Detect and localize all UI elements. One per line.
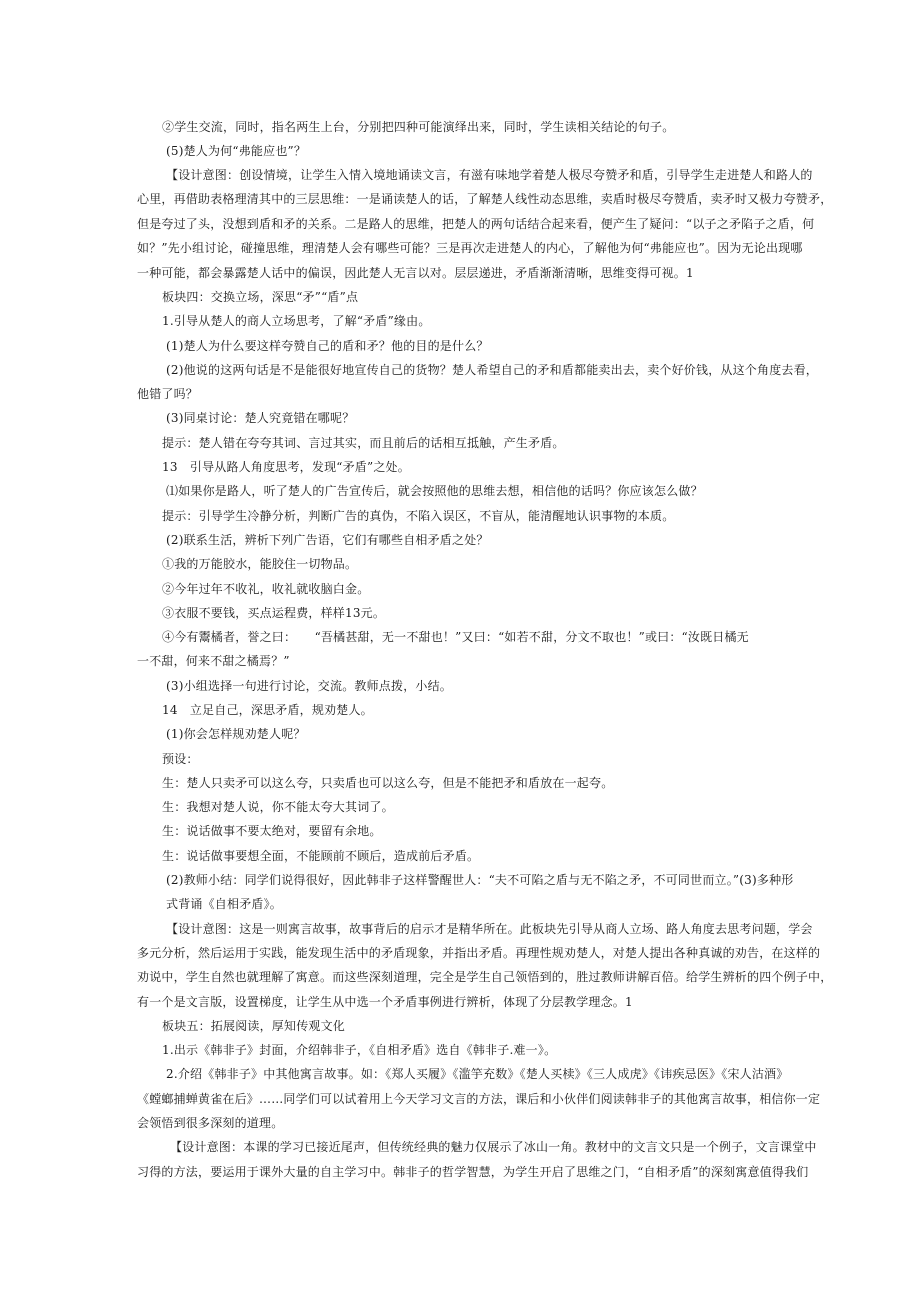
text-line: (3)小组选择一句进行讨论，交流。教师点拨，小结。 — [166, 679, 452, 693]
text-line: (5)楚人为何“弗能应也”？ — [166, 144, 307, 158]
text-line: 心里，再借助表格理清其中的三层思维：一是诵读楚人的话，了解楚人线性动态思维，卖盾时极尽夸赞盾，卖矛时又极力夸赞矛， — [137, 192, 833, 206]
section-heading: 板块五：拓展阅读，厚知传观文化 — [162, 1019, 346, 1033]
text-line: (1)你会怎样规劝楚人呢？ — [166, 727, 306, 741]
text-line: 生：我想对楚人说，你不能太夸大其词了。 — [162, 800, 394, 814]
text-line: 生：楚人只卖矛可以这么夸，只卖盾也可以这么夸，但是不能把矛和盾放在一起夸。 — [162, 776, 614, 790]
text-line: 有一个是文言版，设置梯度，让学生从中选一个矛盾事例进行辨析，体现了分层教学理念。1 — [137, 995, 633, 1009]
list-item: ③衣服不要钱，买点运程费，样样13元。 — [162, 606, 386, 620]
text-line: ②学生交流，同时，指名两生上台，分别把四种可能演绎出来，同时，学生读相关结论的句子。 — [162, 120, 675, 134]
list-item: ④今有鬻橘者，誉之曰： “吾橘甚甜，无一不甜也！”又曰：“如若不甜，分文不取也！”或曰：“汝既日橘无 — [162, 630, 749, 644]
text-line: (2)他说的这两句话是不是能很好地宣传自己的货物？楚人希望自己的矛和盾都能卖出去，卖个好价钱，从这个角度去看， — [166, 363, 819, 377]
text-line: 提示：楚人错在夸夸其词、言过其实，而且前后的话相互抵触，产生矛盾。 — [162, 436, 565, 450]
text-line: 生：说话做事要想全面，不能顾前不顾后，造成前后矛盾。 — [162, 849, 480, 863]
text-line: 提示：引导学生冷静分析，判断广告的真伪，不陷入误区，不盲从，能清醒地认识事物的本质。 — [162, 509, 675, 523]
text-line: 【设计意图：本课的学习已接近尾声，但传统经典的魅力仅展示了冰山一角。教材中的文言文只是一个例子，文言课堂中 — [170, 1140, 817, 1154]
text-line: 劝说中，学生自然也就理解了寓意。而这些深刻道理，完全是学生自己领悟到的，胜过教师讲解百倍。给学生辨析的四个例子中， — [137, 970, 833, 984]
text-line: 【设计意图：这是一则寓言故事，故事背后的启示才是精华所在。此板块先引导从商人立场、路人角度去思考问题，学会 — [166, 922, 813, 936]
text-line: 一种可能，都会暴露楚人话中的偏误，因此楚人无言以对。层层递进，矛盾渐渐清晰，思维变得可视。1 — [137, 266, 694, 280]
text-line: (2)教师小结：同学们说得很好，因此韩非子这样警醒世人：“夫不可陷之盾与无不陷之矛，不可同世而立。”(3)多种形 — [166, 873, 794, 887]
text-line: (2)联系生活，辨析下列广告语，它们有哪些自相矛盾之处？ — [166, 533, 489, 547]
text-line: 式背诵《自相矛盾》。 — [166, 897, 283, 911]
text-line: 但是夸过了头，没想到盾和矛的关系。二是路人的思维，把楚人的两句话结合起来看，便产生了疑问：“以子之矛陷子之盾，何 — [137, 217, 815, 231]
text-line: ⑴如果你是路人，听了楚人的广告宣传后，就会按照他的思维去想，相信他的话吗？你应该怎么做？ — [166, 484, 703, 498]
text-line: 1.出示《韩非子》封面，介绍韩非子，《自相矛盾》选自《韩非子.难一》。 — [162, 1043, 557, 1057]
list-item: ①我的万能胶水，能胶住一切物品。 — [162, 557, 358, 571]
text-line: (3)同桌讨论：楚人究竟错在哪呢？ — [166, 411, 355, 425]
text-line: 1.引导从楚人的商人立场思考，了解“矛盾”缘由。 — [162, 314, 431, 328]
text-line: 一不甜，何来不甜之橘焉？” — [137, 654, 290, 668]
text-line: 预设： — [162, 752, 199, 766]
text-line: 2.介绍《韩非子》中其他寓言故事。如：《郑人买履》《滥竽充数》《楚人买椟》《三人成虎》《讳疾忌医》《宋人沽酒》 — [166, 1067, 789, 1081]
text-line: 14 立足自己，深思矛盾，规劝楚人。 — [162, 703, 373, 717]
text-line: (1)楚人为什么要这样夸赞自己的盾和矛？他的目的是什么？ — [166, 339, 489, 353]
text-line: 习得的方法，要运用于课外大量的自主学习中。韩非子的哲学智慧，为学生开启了思维之门，“自相矛盾”的深刻寓意值得我们 — [137, 1165, 809, 1179]
text-line: 生：说话做事不要太绝对，要留有余地。 — [162, 824, 382, 838]
list-item: ②今年过年不收礼，收礼就收脑白金。 — [162, 582, 370, 596]
text-line: 多元分析，然后运用于实践，能发现生活中的矛盾现象，并指出矛盾。再理性规劝楚人，对楚人提出各种真诚的劝告，在这样的 — [137, 946, 821, 960]
text-line: 他错了吗？ — [137, 387, 199, 401]
text-line: 如？”先小组讨论，碰撞思维，理清楚人会有哪些可能？三是再次走进楚人的内心，了解他为何“弗能应也”。因为无论出现哪 — [137, 241, 803, 255]
text-line: 【设计意图：创设情境，让学生入情入境地诵读文言，有滋有味地学着楚人极尽夸赞矛和盾，引导学生走进楚人和路人的 — [166, 168, 813, 182]
section-heading: 板块四：交换立场，深思“矛”“盾”点 — [162, 290, 359, 304]
text-line: 会领悟到很多深刻的道理。 — [137, 1116, 284, 1130]
text-line: 《螳螂捕蝉黄雀在后》……同学们可以试着用上今天学习文言的方法，课后和小伙伴们阅读韩非子的其他寓言故事，相信你一定 — [137, 1092, 821, 1106]
text-line: 13 引导从路人角度思考，发现“矛盾”之处。 — [162, 460, 410, 474]
